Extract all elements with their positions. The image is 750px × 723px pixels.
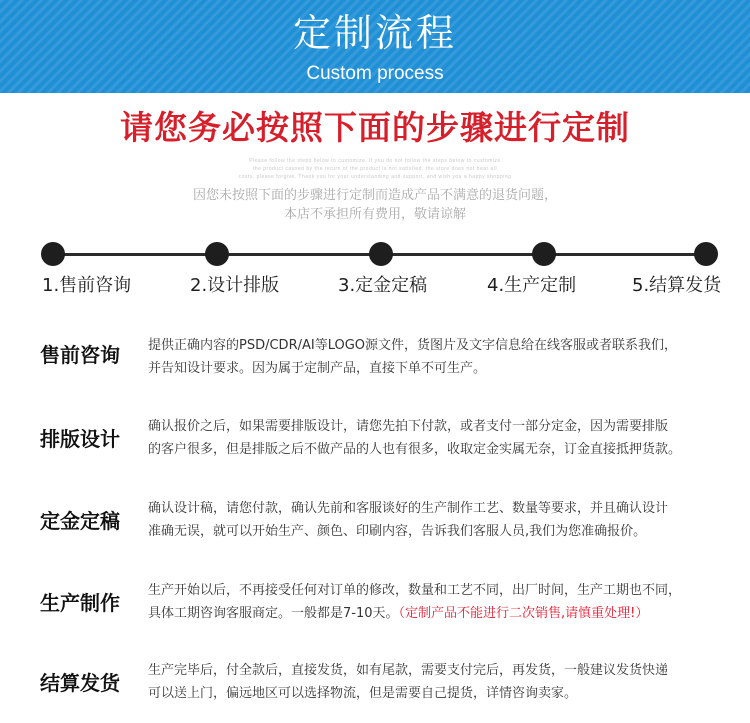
- section-title: 生产制作: [40, 591, 120, 615]
- section-text-line: 确认报价之后，如果需要排版设计，请您先拍下付款，或者支付一部分定金，因为需要排版: [148, 419, 669, 434]
- timeline-dot: [532, 242, 556, 266]
- section-text-line: 并告知设计要求。因为属于定制产品，直接下单不可生产。: [148, 361, 487, 376]
- fine-print-line: costs, please forgive. Thank you for your understanding and support, and wish you a happy shopping: [238, 174, 512, 180]
- section-text-line: 提供正确内容的PSD/CDR/AI等LOGO源文件，货图片及文字信息给在线客服或者联系我们，: [148, 338, 678, 353]
- step-label: 2.设计排版: [190, 275, 280, 296]
- header-banner: [0, 0, 750, 93]
- section-text: [148, 497, 728, 543]
- section-text-line: 可以送上门，偏远地区可以选择物流，但是需要自己提货，详情咨询卖家。: [148, 686, 578, 701]
- section-title: 售前咨询: [40, 343, 120, 367]
- notice-line: 因您未按照下面的步骤进行定制而造成产品不满意的退货问题，: [192, 188, 557, 203]
- banner-subtitle: Custom process: [306, 63, 444, 84]
- step-label: 1.售前咨询: [42, 275, 132, 296]
- section-text-line: 生产完毕后，付全款后，直接发货，如有尾款，需要支付完后，再发货，一般建议发货快递: [148, 663, 669, 678]
- section-text-line: 确认设计稿，请您付款，确认先前和客服谈好的生产制作工艺、数量等要求，并且确认设计: [148, 501, 669, 516]
- section-title: 排版设计: [40, 427, 120, 451]
- headline: 请您务必按照下面的步骤进行定制: [120, 108, 630, 147]
- section-text: [148, 334, 728, 380]
- section-text-line: 准确无误，就可以开始生产、颜色、印刷内容，告诉我们客服人员,我们为您准确报价。: [148, 524, 647, 539]
- timeline-dot: [694, 242, 718, 266]
- section-text: [148, 415, 728, 461]
- section-title: 结算发货: [40, 671, 120, 695]
- timeline-dot: [41, 242, 65, 266]
- step-label: 3.定金定稿: [338, 275, 428, 296]
- step-label: 4.生产定制: [487, 275, 577, 296]
- fine-print-line: Please follow the steps below to customize. If you do not follow the steps below to customize: [249, 158, 501, 164]
- section-text-line: 生产开始以后，不再接受任何对订单的修改，数量和工艺不同，出厂时间，生产工期也不同，: [148, 583, 682, 598]
- fine-print-line: the product caused by the return of the product is not satisfied, the store does not bear all: [252, 166, 498, 172]
- warning-text: （定制产品不能进行二次销售,请慎重处理!）: [398, 606, 649, 621]
- section-text-line: [148, 602, 728, 625]
- step-label: 5.结算发货: [632, 275, 722, 296]
- section-text: [148, 659, 728, 705]
- notice-line: 本店不承担所有费用，敬请谅解: [283, 207, 466, 222]
- section-title: 定金定稿: [40, 509, 120, 533]
- timeline-dot: [369, 242, 393, 266]
- section-text: [148, 579, 728, 625]
- banner-title: 定制流程: [292, 11, 457, 55]
- section-text-segment: 具体工期咨询客服商定。一般都是7-10天。: [148, 606, 399, 621]
- timeline-dot: [205, 242, 229, 266]
- section-text-line: 的客户很多，但是排版之后不做产品的人也有很多，收取定金实属无奈，订金直接抵押货款。: [148, 442, 682, 457]
